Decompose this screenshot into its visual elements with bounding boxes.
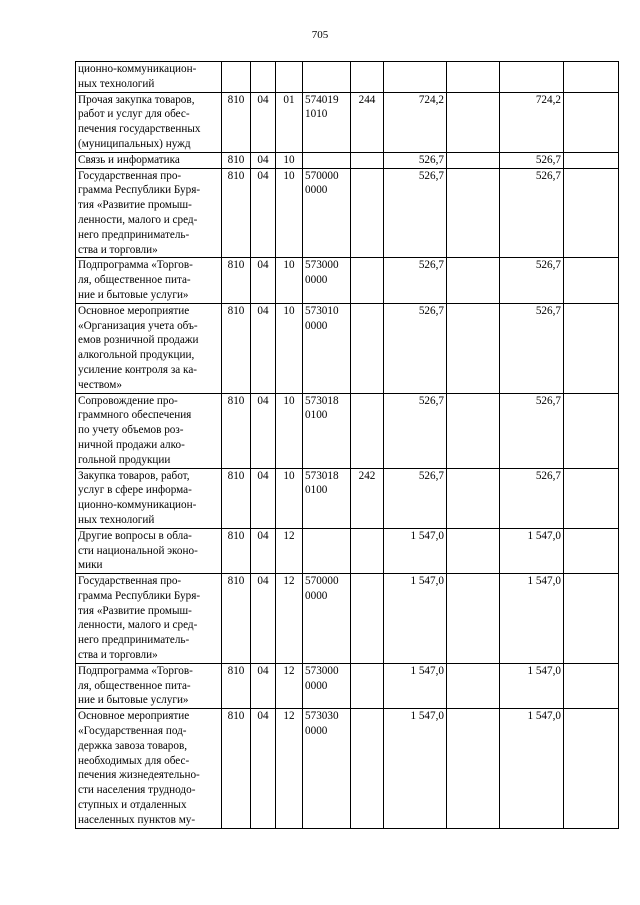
vr-cell bbox=[351, 168, 384, 258]
csr-line: 0000 bbox=[305, 589, 328, 602]
csr-line: 573018 bbox=[305, 469, 339, 482]
amount-cell-2 bbox=[447, 168, 500, 258]
csr-line: 0100 bbox=[305, 409, 328, 422]
row-name-line: печения жизнедеятельно- bbox=[78, 769, 200, 782]
table-row bbox=[76, 393, 619, 468]
table-row bbox=[76, 92, 619, 152]
row-name-line: ние и бытовые услуги» bbox=[78, 694, 189, 707]
gr-cell: 810 bbox=[222, 258, 251, 303]
gr-cell: 810 bbox=[222, 92, 251, 152]
row-name-line: Связь и информатика bbox=[78, 153, 180, 166]
csr-line: 570000 bbox=[305, 169, 339, 182]
row-name-line: ля, общественное пита- bbox=[78, 679, 191, 692]
row-name-line: «Государственная под- bbox=[78, 725, 187, 738]
csr-cell bbox=[303, 663, 351, 708]
amount-cell-3: 1 547,0 bbox=[500, 709, 564, 828]
amount-cell-3: 526,7 bbox=[500, 258, 564, 303]
table-row bbox=[76, 528, 619, 573]
csr-line: 0000 bbox=[305, 725, 328, 738]
pr-cell: 10 bbox=[276, 168, 303, 258]
amount-cell-4 bbox=[564, 303, 619, 393]
row-name-cell bbox=[76, 62, 222, 93]
amount-cell-2 bbox=[447, 709, 500, 828]
row-name-line: по учету объемов роз- bbox=[78, 424, 184, 437]
row-name-line: мики bbox=[78, 559, 103, 572]
vr-cell bbox=[351, 152, 384, 168]
row-name-line: емов розничной продажи bbox=[78, 334, 199, 347]
row-name-line: (муниципальных) нужд bbox=[78, 137, 191, 150]
rz-cell: 04 bbox=[251, 303, 276, 393]
rz-cell: 04 bbox=[251, 574, 276, 664]
amount-cell-1: 1 547,0 bbox=[384, 663, 447, 708]
row-name-cell bbox=[76, 663, 222, 708]
pr-cell: 12 bbox=[276, 709, 303, 828]
csr-cell bbox=[303, 303, 351, 393]
csr-cell bbox=[303, 468, 351, 528]
row-name-line: Другие вопросы в обла- bbox=[78, 529, 192, 542]
csr-line: 0000 bbox=[305, 274, 328, 287]
csr-line: 573000 bbox=[305, 664, 339, 677]
pr-cell: 12 bbox=[276, 663, 303, 708]
row-name-line: населенных пунктов му- bbox=[78, 813, 196, 826]
amount-cell-2 bbox=[447, 574, 500, 664]
csr-cell bbox=[303, 62, 351, 93]
table-row bbox=[76, 663, 619, 708]
row-name-line: граммного обеспечения bbox=[78, 409, 192, 422]
amount-cell-3: 526,7 bbox=[500, 168, 564, 258]
amount-cell-3: 724,2 bbox=[500, 92, 564, 152]
amount-cell-1: 526,7 bbox=[384, 168, 447, 258]
gr-cell: 810 bbox=[222, 393, 251, 468]
vr-cell bbox=[351, 574, 384, 664]
row-name-line: тия «Развитие промыш- bbox=[78, 199, 192, 212]
row-name-cell bbox=[76, 574, 222, 664]
table-row bbox=[76, 303, 619, 393]
row-name-line: Прочая закупка товаров, bbox=[78, 93, 195, 106]
vr-cell bbox=[351, 393, 384, 468]
amount-cell-2 bbox=[447, 303, 500, 393]
amount-cell-3: 526,7 bbox=[500, 393, 564, 468]
row-name-line: Государственная про- bbox=[78, 575, 182, 588]
amount-cell-1: 1 547,0 bbox=[384, 709, 447, 828]
amount-cell-3: 1 547,0 bbox=[500, 574, 564, 664]
amount-cell-3 bbox=[500, 62, 564, 93]
row-name-line: Закупка товаров, работ, bbox=[78, 469, 190, 482]
amount-cell-3: 526,7 bbox=[500, 152, 564, 168]
row-name-line: тия «Развитие промыш- bbox=[78, 604, 192, 617]
amount-cell-4 bbox=[564, 168, 619, 258]
vr-cell bbox=[351, 258, 384, 303]
row-name-cell bbox=[76, 92, 222, 152]
vr-cell bbox=[351, 303, 384, 393]
amount-cell-1: 526,7 bbox=[384, 468, 447, 528]
amount-cell-1: 526,7 bbox=[384, 152, 447, 168]
gr-cell: 810 bbox=[222, 152, 251, 168]
page-number: 705 bbox=[311, 29, 329, 41]
amount-cell-2 bbox=[447, 92, 500, 152]
amount-cell-1: 724,2 bbox=[384, 92, 447, 152]
pr-cell: 10 bbox=[276, 468, 303, 528]
csr-line: 573030 bbox=[305, 710, 339, 723]
amount-cell-4 bbox=[564, 393, 619, 468]
table-row bbox=[76, 574, 619, 664]
row-name-line: алкогольной продукции, bbox=[78, 349, 195, 362]
row-name-line: держка завоза товаров, bbox=[78, 739, 188, 752]
gr-cell: 810 bbox=[222, 303, 251, 393]
amount-cell-4 bbox=[564, 92, 619, 152]
row-name-line: ства и торговли» bbox=[78, 649, 158, 662]
row-name-cell bbox=[76, 258, 222, 303]
row-name-line: ля, общественное пита- bbox=[78, 274, 191, 287]
amount-cell-4 bbox=[564, 528, 619, 573]
rz-cell: 04 bbox=[251, 152, 276, 168]
amount-cell-4 bbox=[564, 468, 619, 528]
row-name-line: Основное мероприятие bbox=[78, 710, 190, 723]
row-name-line: услуг в сфере информа- bbox=[78, 484, 192, 497]
csr-line: 1010 bbox=[305, 108, 328, 121]
pr-cell: 12 bbox=[276, 574, 303, 664]
pr-cell: 10 bbox=[276, 258, 303, 303]
csr-line: 573018 bbox=[305, 394, 339, 407]
row-name-cell bbox=[76, 709, 222, 828]
amount-cell-4 bbox=[564, 709, 619, 828]
amount-cell-2 bbox=[447, 258, 500, 303]
row-name-line: печения государственных bbox=[78, 123, 201, 136]
row-name-line: ничной продажи алко- bbox=[78, 438, 185, 451]
csr-line: 570000 bbox=[305, 575, 339, 588]
row-name-line: гольной продукции bbox=[78, 453, 171, 466]
amount-cell-1: 526,7 bbox=[384, 303, 447, 393]
rz-cell: 04 bbox=[251, 709, 276, 828]
gr-cell: 810 bbox=[222, 709, 251, 828]
gr-cell bbox=[222, 62, 251, 93]
budget-table bbox=[75, 61, 619, 829]
row-name-line: Сопровождение про- bbox=[78, 394, 178, 407]
csr-cell bbox=[303, 258, 351, 303]
csr-cell bbox=[303, 168, 351, 258]
row-name-line: Основное мероприятие bbox=[78, 304, 190, 317]
table-row bbox=[76, 152, 619, 168]
row-name-line: ступных и отдаленных bbox=[78, 799, 187, 812]
gr-cell: 810 bbox=[222, 574, 251, 664]
amount-cell-4 bbox=[564, 663, 619, 708]
row-name-cell bbox=[76, 303, 222, 393]
row-name-line: ние и бытовые услуги» bbox=[78, 288, 189, 301]
table-row bbox=[76, 168, 619, 258]
amount-cell-1: 526,7 bbox=[384, 393, 447, 468]
vr-cell: 242 bbox=[351, 468, 384, 528]
row-name-cell bbox=[76, 528, 222, 573]
amount-cell-2 bbox=[447, 663, 500, 708]
vr-cell bbox=[351, 62, 384, 93]
row-name-line: ных технологий bbox=[78, 513, 155, 526]
pr-cell: 10 bbox=[276, 152, 303, 168]
row-name-cell bbox=[76, 152, 222, 168]
row-name-line: ства и торговли» bbox=[78, 243, 158, 256]
table-body bbox=[76, 62, 619, 829]
row-name-line: сти национальной эконо- bbox=[78, 544, 198, 557]
row-name-line: ных технологий bbox=[78, 77, 155, 90]
amount-cell-2 bbox=[447, 152, 500, 168]
row-name-line: работ и услуг для обес- bbox=[78, 108, 190, 121]
csr-cell bbox=[303, 92, 351, 152]
table-row bbox=[76, 62, 619, 93]
row-name-line: «Организация учета объ- bbox=[78, 319, 198, 332]
row-name-cell bbox=[76, 393, 222, 468]
gr-cell: 810 bbox=[222, 468, 251, 528]
csr-cell bbox=[303, 152, 351, 168]
csr-cell bbox=[303, 709, 351, 828]
amount-cell-4 bbox=[564, 62, 619, 93]
row-name-line: него предприниматель- bbox=[78, 228, 190, 241]
rz-cell: 04 bbox=[251, 393, 276, 468]
row-name-line: ционно-коммуникацион- bbox=[78, 499, 197, 512]
csr-line: 0000 bbox=[305, 679, 328, 692]
amount-cell-2 bbox=[447, 62, 500, 93]
amount-cell-3: 1 547,0 bbox=[500, 663, 564, 708]
amount-cell-3: 526,7 bbox=[500, 468, 564, 528]
rz-cell: 04 bbox=[251, 663, 276, 708]
amount-cell-4 bbox=[564, 152, 619, 168]
pr-cell: 10 bbox=[276, 303, 303, 393]
row-name-line: Государственная про- bbox=[78, 169, 182, 182]
amount-cell-1: 526,7 bbox=[384, 258, 447, 303]
amount-cell-1: 1 547,0 bbox=[384, 528, 447, 573]
gr-cell: 810 bbox=[222, 663, 251, 708]
pr-cell: 01 bbox=[276, 92, 303, 152]
row-name-line: необходимых для обес- bbox=[78, 754, 190, 767]
amount-cell-3: 526,7 bbox=[500, 303, 564, 393]
row-name-line: ленности, малого и сред- bbox=[78, 213, 198, 226]
rz-cell: 04 bbox=[251, 528, 276, 573]
csr-line: 574019 bbox=[305, 93, 339, 106]
row-name-line: грамма Республики Буря- bbox=[78, 589, 201, 602]
row-name-cell bbox=[76, 168, 222, 258]
vr-cell bbox=[351, 663, 384, 708]
csr-line: 0100 bbox=[305, 484, 328, 497]
pr-cell bbox=[276, 62, 303, 93]
table-row bbox=[76, 468, 619, 528]
row-name-cell bbox=[76, 468, 222, 528]
table-row bbox=[76, 709, 619, 828]
amount-cell-2 bbox=[447, 468, 500, 528]
amount-cell-4 bbox=[564, 574, 619, 664]
table-row bbox=[76, 258, 619, 303]
row-name-line: сти населения труднодо- bbox=[78, 784, 196, 797]
rz-cell: 04 bbox=[251, 468, 276, 528]
amount-cell-2 bbox=[447, 528, 500, 573]
csr-line: 0000 bbox=[305, 184, 328, 197]
row-name-line: чеством» bbox=[78, 378, 122, 391]
amount-cell-1: 1 547,0 bbox=[384, 574, 447, 664]
amount-cell-4 bbox=[564, 258, 619, 303]
csr-cell bbox=[303, 528, 351, 573]
pr-cell: 12 bbox=[276, 528, 303, 573]
csr-line: 573010 bbox=[305, 304, 339, 317]
gr-cell: 810 bbox=[222, 528, 251, 573]
amount-cell-2 bbox=[447, 393, 500, 468]
vr-cell bbox=[351, 528, 384, 573]
row-name-line: Подпрограмма «Торгов- bbox=[78, 259, 193, 272]
row-name-line: усиление контроля за ка- bbox=[78, 363, 198, 376]
row-name-line: ционно-коммуникацион- bbox=[78, 63, 197, 75]
csr-cell bbox=[303, 574, 351, 664]
vr-cell bbox=[351, 709, 384, 828]
csr-line: 0000 bbox=[305, 319, 328, 332]
row-name-line: него предприниматель- bbox=[78, 634, 190, 647]
rz-cell: 04 bbox=[251, 92, 276, 152]
row-name-line: Подпрограмма «Торгов- bbox=[78, 664, 193, 677]
rz-cell: 04 bbox=[251, 258, 276, 303]
csr-line: 573000 bbox=[305, 259, 339, 272]
vr-cell: 244 bbox=[351, 92, 384, 152]
pr-cell: 10 bbox=[276, 393, 303, 468]
rz-cell bbox=[251, 62, 276, 93]
row-name-line: ленности, малого и сред- bbox=[78, 619, 198, 632]
gr-cell: 810 bbox=[222, 168, 251, 258]
csr-cell bbox=[303, 393, 351, 468]
amount-cell-1 bbox=[384, 62, 447, 93]
row-name-line: грамма Республики Буря- bbox=[78, 184, 201, 197]
rz-cell: 04 bbox=[251, 168, 276, 258]
amount-cell-3: 1 547,0 bbox=[500, 528, 564, 573]
